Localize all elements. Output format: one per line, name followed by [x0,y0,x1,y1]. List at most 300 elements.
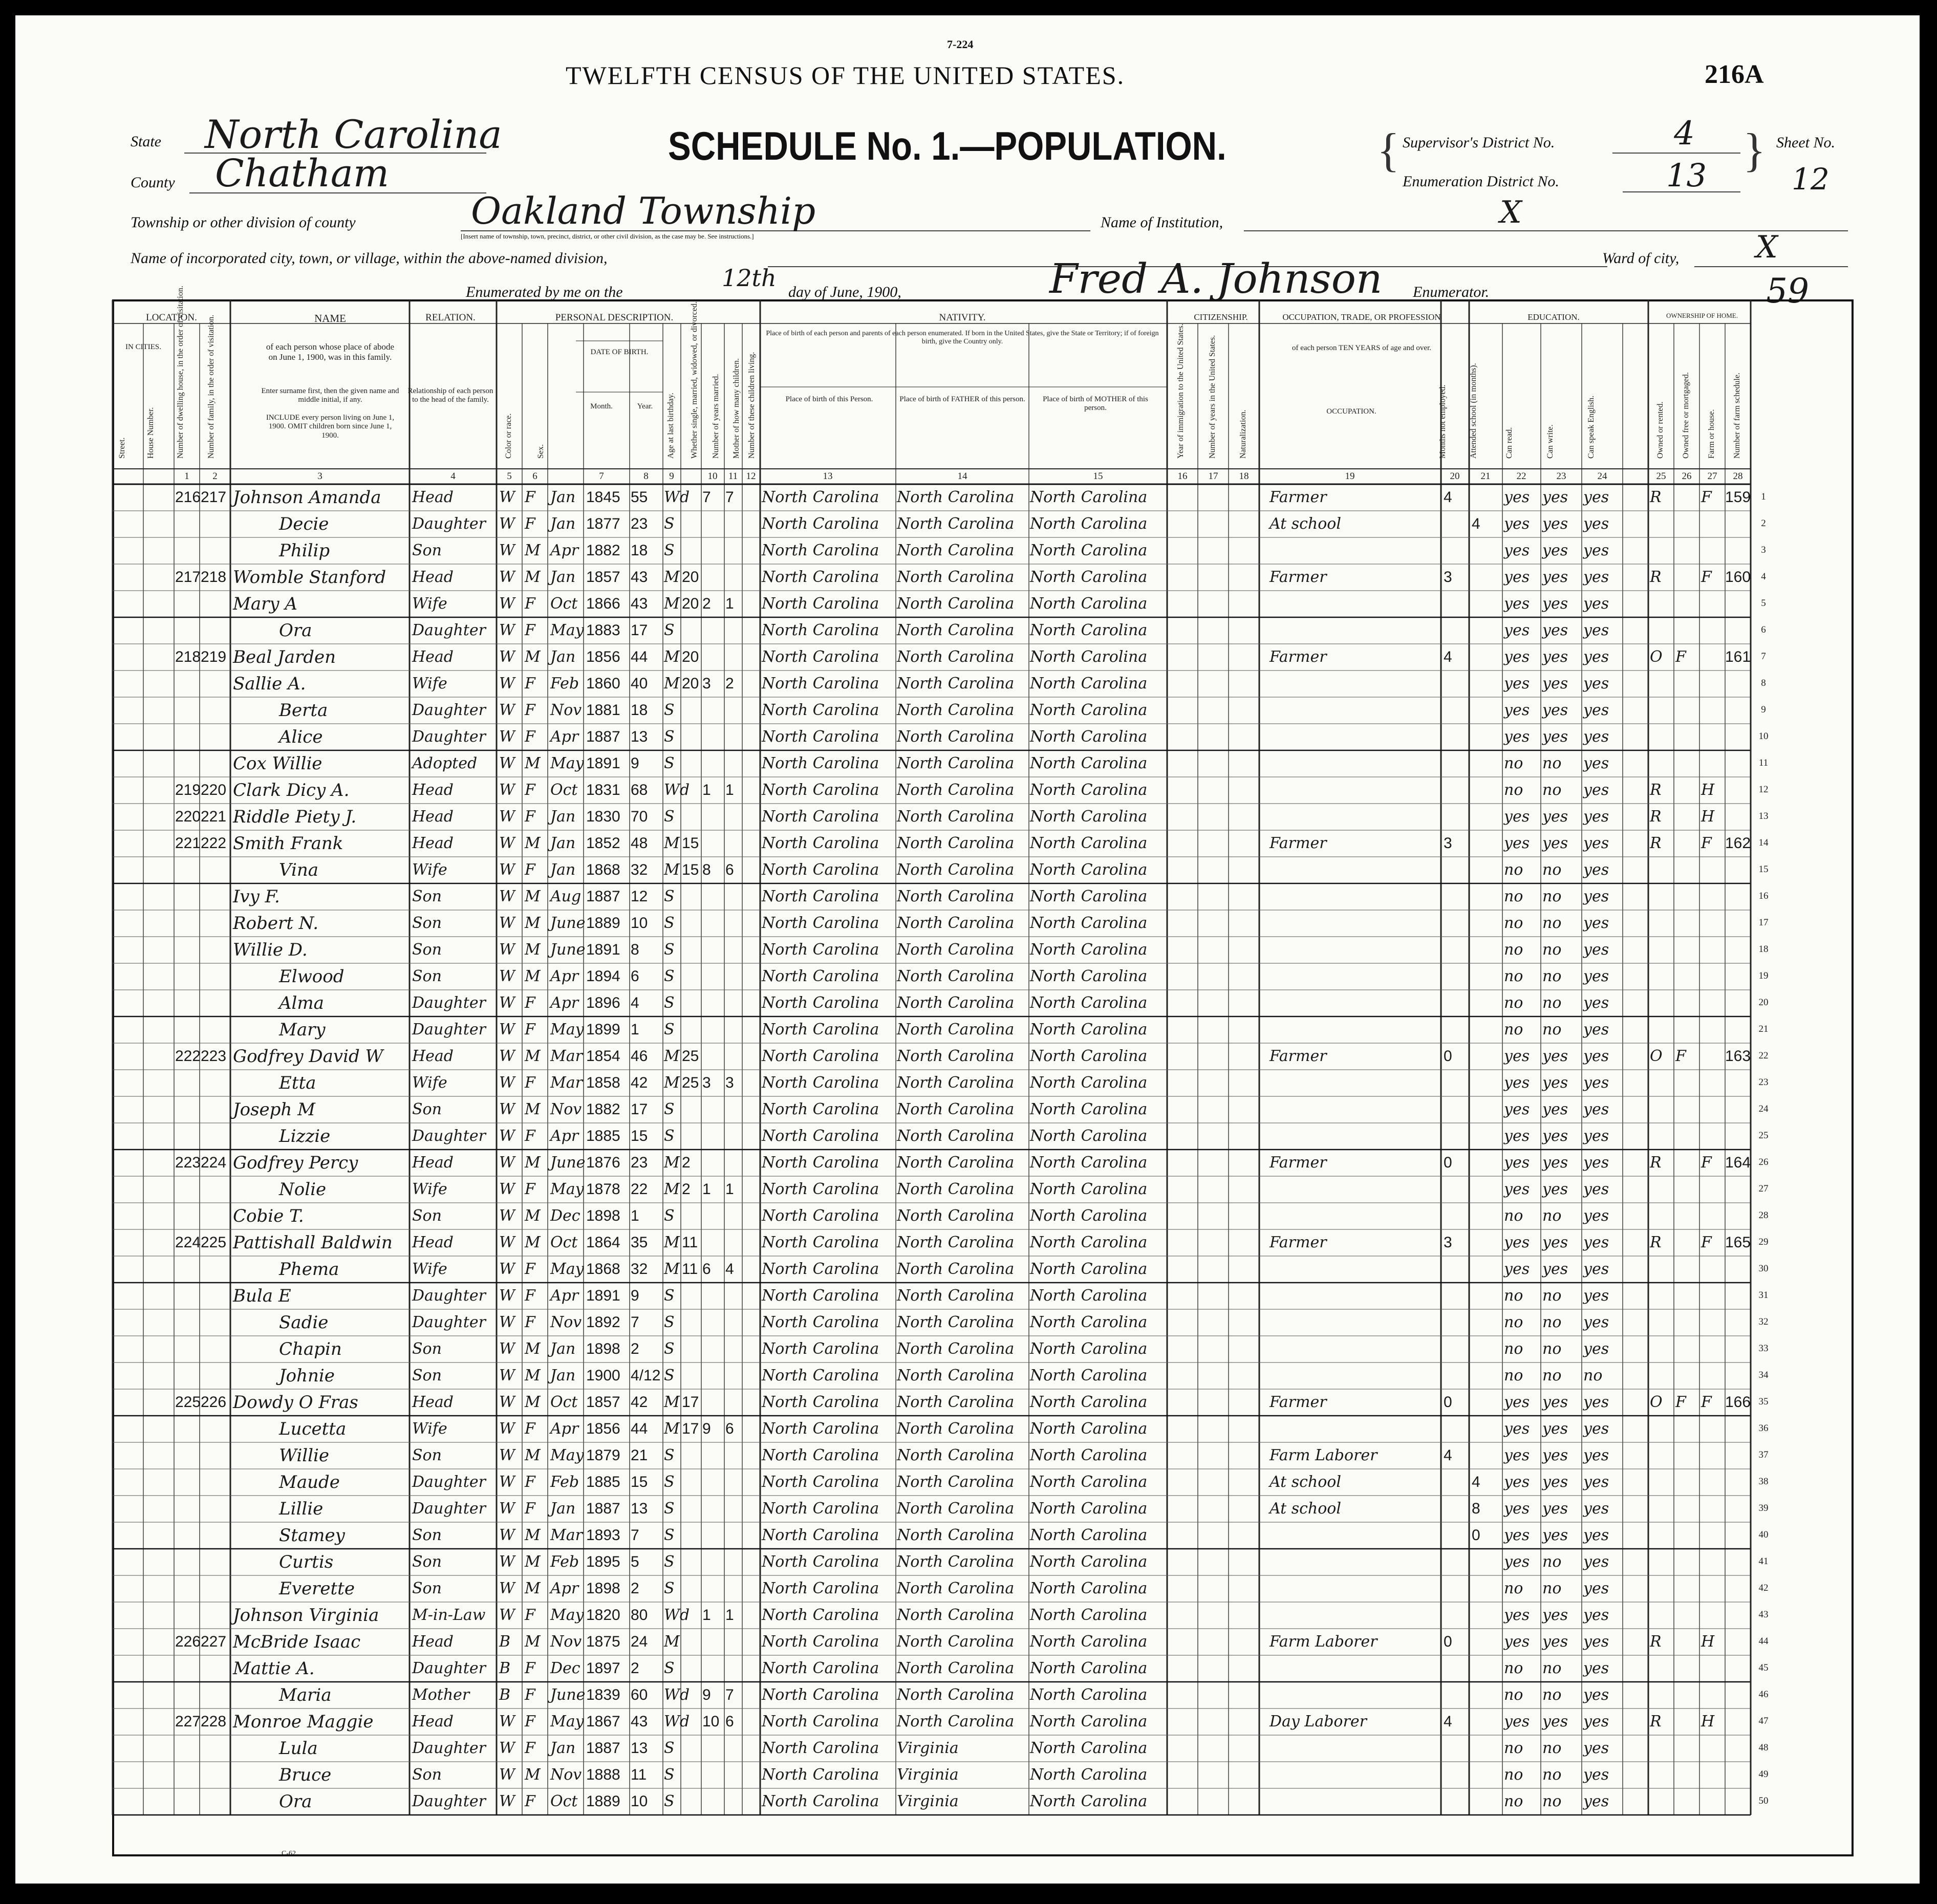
birth-year: 1889 [586,915,620,932]
can-write: yes [1542,568,1568,586]
birth-year: 1887 [586,888,620,905]
column-number: 5 [507,471,512,482]
months-unemployed: 4 [1444,648,1452,665]
age: 35 [631,1234,648,1251]
birth-year: 1856 [586,648,620,665]
birthplace-person: North Carolina [762,1792,879,1810]
can-speak-english: yes [1583,1473,1609,1491]
birthplace-father: North Carolina [897,1234,1015,1251]
marital-heading: Whether single, married, widowed, or divorced. [690,301,699,459]
farm-house: F [1701,834,1712,852]
can-read: yes [1504,1713,1530,1730]
can-write: no [1542,994,1562,1012]
state-label: State [131,133,161,150]
immigration-heading: Year of immigration to the United States. [1176,323,1185,459]
relation: Daughter [412,1127,486,1145]
birthplace-father: Virginia [897,1739,959,1757]
age: 2 [631,1580,639,1597]
attended-school-heading: Attended school (in months). [1469,363,1478,459]
sex: F [525,1713,535,1730]
birthplace-mother: North Carolina [1030,648,1148,666]
can-write: no [1542,1367,1562,1384]
birth-month: Jan [550,861,576,879]
birth-month: May [550,1713,584,1730]
birthplace-mother: North Carolina [1030,675,1148,693]
birthplace-mother: North Carolina [1030,914,1148,932]
can-speak-english: yes [1583,1287,1609,1305]
relation: Mother [412,1686,470,1704]
marital-status: Wd [664,781,690,799]
sex: M [525,1367,541,1384]
birth-month: Jan [550,515,576,533]
birthplace-father: North Carolina [897,1713,1015,1730]
row-number: 15 [1758,864,1769,875]
birthplace-father: North Carolina [897,1420,1015,1438]
can-read: no [1504,754,1523,772]
person-name: Berta [279,700,328,721]
relation: Son [412,1553,442,1571]
marital-status: S [664,1287,675,1305]
can-speak-english: yes [1583,648,1609,666]
person-name: Mary [279,1020,326,1040]
can-write: no [1542,1739,1562,1757]
farm-house: H [1701,1713,1715,1730]
column-number: 12 [746,471,756,482]
row-number: 8 [1761,678,1766,688]
birth-month: Apr [550,542,579,559]
sex: F [525,1606,535,1624]
can-read: yes [1504,1234,1530,1251]
relation: Wife [412,1074,447,1092]
relation: Head [412,1047,454,1065]
birthplace-father: North Carolina [897,808,1015,826]
age: 44 [631,1420,648,1437]
birthplace-mother: North Carolina [1030,754,1148,772]
farm-schedule: 161 [1725,648,1751,665]
color: W [499,941,515,959]
column-number: 8 [643,471,649,482]
column-number: 6 [532,471,537,482]
birth-year: 1864 [586,1234,620,1251]
row-number: 11 [1758,758,1769,768]
person-name: Ora [279,620,312,641]
relation: Daughter [412,1021,486,1038]
birth-year: 1857 [586,569,620,586]
birthplace-father: North Carolina [897,1393,1015,1411]
can-read: yes [1504,728,1530,746]
sex: F [525,701,535,719]
can-speak-english: yes [1583,1739,1609,1757]
birth-month: Mar [550,1074,583,1092]
mother-of-heading: Mother of how many children. [732,358,741,459]
column-number: 4 [450,471,456,482]
birthplace-mother: North Carolina [1030,941,1148,959]
birth-month: Oct [550,1792,578,1810]
color: W [499,728,515,746]
birthplace-person: North Carolina [762,1473,879,1491]
person-name: Elwood [279,966,345,987]
school-months: 0 [1472,1527,1480,1544]
can-read: yes [1504,595,1530,613]
age-heading: Age at last birthday. [666,393,675,459]
age: 4/12 [631,1367,661,1384]
dwelling-number: 219 [175,782,201,798]
family-number: 228 [201,1713,227,1730]
birth-year: 1867 [586,1713,620,1730]
can-speak-english: yes [1583,1686,1609,1704]
birthplace-mother: North Carolina [1030,515,1148,533]
children-living: 1 [725,1607,734,1624]
can-read: yes [1504,542,1530,559]
age: 2 [631,1340,639,1357]
county-value: Chatham [215,152,390,196]
birth-year: 1894 [586,968,620,985]
birthplace-person: North Carolina [762,781,879,799]
marital-status: S [664,728,675,746]
sex: F [525,675,535,693]
color: W [499,781,515,799]
birthplace-mother: North Carolina [1030,1287,1148,1305]
birthplace-father: North Carolina [897,701,1015,719]
mother-of: 2 [702,595,711,612]
birthplace-mother: North Carolina [1030,1260,1148,1278]
birthplace-person: North Carolina [762,967,879,985]
birth-year: 1858 [586,1074,620,1091]
birth-year: 1879 [586,1447,620,1464]
birthplace-father: North Carolina [897,728,1015,746]
birthplace-mother: North Carolina [1030,834,1148,852]
dwelling-number: 218 [175,648,201,665]
birthplace-person: North Carolina [762,1606,879,1624]
birthplace-person: North Carolina [762,1420,879,1438]
relation: Head [412,1393,454,1411]
row-number: 33 [1758,1343,1769,1354]
years-married: 25 [682,1074,699,1091]
column-number: 25 [1656,471,1666,482]
color: W [499,1047,515,1065]
can-speak-english: yes [1583,1713,1609,1730]
census-page: 7-224 TWELFTH CENSUS OF THE UNITED STATES. 216A SCHEDULE No. 1.—POPULATION. State North Carolina County Chatham { Supervisor's District No. 4 Enumeration District No. 13 } Sheet No. 12 Township or other division of county Oakland Township [Insert name of township, town, precinct, district, or other civil division, as the case may be. See instructions.] Name of Institution, X Name of incorporated city, town, or village, within the above-named division, Ward of city, X Enumerated by me on the 12th day of June, 1900, Fred A. Johnson Enumerator. 59 LOCATION. IN CITIES. NAME of each person whose place of abode on June 1, 1900, was in this family. Enter surname first, then the given name and middle initial, if any. INCLUDE every person living on June 1, 1900. OMIT children born since June 1, 1900. RELATION. Relationship of each person to the head of the family. PERSONAL DESCRIPTION. DATE OF BIRTH. Month. Year. NATIVITY. Place of birth of each person and parents of each person enumerated. If born in the United States, give the State or Territory; if of foreign birth, give the Country only. Place of birth of this Person. Place of birth of FATHER of this person. Place of birth of MOTHER of this person. CITIZENSHIP. OCCUPATION, TRADE, OR PROFESSION of each person TEN YEARS of age and over. OCCUPATION. EDUCATION. OWNERSHIP OF HOME. Street. House Number. Number of dwelling house, in the order of visitation. Number of family, in the order of visitation. Color or race. Sex. Age at last birthday. Whether single, married, widowed, or divorced. Number of years married. Mother of how many children. Number of these children living. Year of immigration to the United States. Number of years in the United States. Naturalization. Months not employed. Attended school (in months). Can read. Can write. Can speak English. Owned or rented. Owned free or mortgaged. Farm or house. Number of farm schedule. 1 2 3 4 5 6 7 8 9 10 11 12 13 14 15 16 17 18 19 20 21 22 23 24 25 26 27 28 1 216 217 Johnson Amanda Head W F Jan 1845 55 Wd 7 7 North Carolina North Carolina North Carolina Farmer 4 yes yes yes R F 159 2 Decie Daughter W F Jan 1877 23 S North Carolina North Carolina North Carolina At school 4 yes yes yes 3 Philip Son W M Apr 1882 18 S North Carolina North Carolina North Carolina yes yes yes 4 217 218 Womble Stanford Head W M Jan 1857 43 M 20 North Carolina North Carolina North Carolina Farmer 3 yes yes yes R F 160 5 Mary A Wife W F Oct 1866 43 M 20 2 1 North Carolina North Carolina North Carolina yes yes yes 6 Ora Daughter W F May 1883 17 S North Carolina North Carolina North Carolina yes yes yes 7 218 219 Beal Jarden Head W M Jan 1856 44 M 20 North Carolina North Carolina North Carolina Farmer 4 yes yes yes O F 161 8 Sallie A. Wife W F Feb 1860 40 M 20 3 2 North Carolina North Carolina North Carolina yes yes yes 9 Berta Daughter W F Nov 1881 18 S North Carolina North Carolina North Carolina yes yes yes 10 Alice Daughter W F Apr 1887 13 S North Carolina North Carolina North Carolina yes yes yes 11 Cox Willie Adopted W M May 1891 9 S North Carolina North Carolina North Carolina no no yes 12 219 220 Clark Dicy A. Head W F Oct 1831 68 Wd 1 1 North Carolina North Carolina North Carolina no no yes R H 13 220 221 Riddle Piety J. Head W F Jan 1830 70 S North Carolina North Carolina North Carolina yes yes yes R H 14 221 222 Smith Frank Head W M Jan 1852 48 M 15 North Carolina North Carolina North Carolina Farmer 3 yes yes yes R F 162 15 Vina Wife W F Jan 1868 32 M 15 8 6 North Carolina North Carolina North Carolina no no yes 16 Ivy F. Son W M Aug 1887 12 S North Carolina North Carolina North Carolina no no yes 17 Robert N. Son W M June 1889 10 S North Carolina North Carolina North Carolina no no yes 18 Willie D. Son W M June 1891 8 S North Carolina North Carolina North Carolina no no yes 19 Elwood Son W M Apr 1894 6 S North Carolina North Carolina North Carolina no no yes 20 Alma Daughter W F Apr 1896 4 S North Carolina North Carolina North Carolina no no yes 21 Mary Daughter W F May 1899 1 S North Carolina North Carolina North Carolina no no yes 22 222 223 Godfrey David W Head W M Mar 1854 46 M 25 North Carolina North Carolina North Carolina Farmer 0 yes yes yes O F 163 23 Etta Wife W F Mar 1858 42 M 25 3 3 North Carolina North Carolina North Carolina yes yes yes 24 Joseph M Son W M Nov 1882 17 S North Carolina North Carolina North Carolina yes yes yes 25 Lizzie Daughter W F Apr 1885 15 S North Carolina North Carolina North Carolina yes yes yes 26 223 224 Godfrey Percy Head W M June 1876 23 M 2 North Carolina North Carolina North Carolina Farmer 0 yes yes yes R F 164 27 Nolie Wife W F May 1878 22 M 2 1 1 North Carolina North Carolina North Carolina yes yes yes 28 Cobie T. Son W M Dec 1898 1 S North Carolina North Carolina North Carolina no no yes 29 224 225 Pattishall Baldwin Head W M Oct 1864 35 M 11 North Carolina North Carolina North Carolina Farmer 3 yes yes yes R F 165 30 Phema Wife W F May 1868 32 M 11 6 4 North Carolina North Carolina North Carolina yes yes yes 31 Bula E Daughter W F Apr 1891 9 S North Carolina North Carolina North Carolina no no yes 32 Sadie Daughter W F Nov 1892 7 S North Carolina North Carolina North Carolina no no yes 33 Chapin Son W M Jan 1898 2 S North Carolina North Carolina North Carolina no no yes 34 Johnie Son W M Jan 1900 4/12 S North Carolina North Carolina North Carolina no no no 35 225 226 Dowdy O Fras Head W M Oct 1857 42 M 17 North Carolina North Carolina North Carolina Farmer 0 yes yes yes O F F 166 36 Lucetta Wife W F Apr 1856 44 M 17 9 6 North Carolina North Carolina North Carolina yes yes yes 37 Willie Son W M May 1879 21 S North Carolina North Carolina North Carolina Farm Laborer 4 yes yes yes 38 Maude Daughter W F Feb 1885 15 S North Carolina North Carolina North Carolina At school 4 yes yes yes 39 Lillie Daughter W F Jan 1887 13 S North Carolina North Carolina North Carolina At school 8 yes yes yes 40 Stamey Son W M Mar 1893 7 S North Carolina North Carolina North Carolina 0 yes yes yes 41 Curtis Son W M Feb 1895 5 S North Carolina North Carolina North Carolina yes no yes 42 Everette Son W M Apr 1898 2 S North Carolina North Carolina North Carolina no no yes 43 Johnson Virginia M-in-Law W F May 1820 80 Wd 1 1 North Carolina North Carolina North Carolina yes yes yes 44 226 227 McBride Isaac Head B M Nov 1875 24 M North Carolina North Carolina North Carolina Farm Laborer 0 yes yes yes R H 45 Mattie A. Daughter B F Dec 1897 2 S North Carolina North Carolina North Carolina no no yes 46 Maria Mother B F June 1839 60 Wd 9 7 North Carolina North Carolina North Carolina no no yes 47 227 228 Monroe Maggie Head W F May 1867 43 Wd 10 6 North Carolina North Carolina North Carolina Day Laborer 4 yes yes yes R H 48 Lula Daughter W F Jan 1887 13 S North Carolina Virginia North Carolina no no yes 49 Bruce Son W M Nov 1888 11 S North Carolina Virginia North Carolina no no yes 50 Ora Daughter W F Oct 1889 10 S North Carolina Virginia North Carolina no no yes C-62 [15,15,1920,1884]
birthplace-person: North Carolina [762,754,879,772]
can-read: yes [1504,1526,1530,1544]
color: W [499,1446,515,1464]
occupation: At school [1269,515,1341,533]
person-name: Johnson Amanda [233,487,381,508]
sex: M [525,648,541,666]
owned-rented: R [1650,488,1662,506]
can-speak-english-heading: Can speak English. [1587,395,1596,459]
dwelling-number: 224 [175,1234,201,1251]
birth-year: 1852 [586,835,620,852]
marital-status: M [664,834,680,852]
can-speak-english: yes [1583,1154,1609,1172]
person-name: Willie D. [233,940,308,960]
color: W [499,1260,515,1278]
row-number: 41 [1758,1556,1769,1567]
column-number: 18 [1239,471,1249,482]
occupation: Farm Laborer [1269,1446,1378,1464]
birth-month: Mar [550,1526,583,1544]
supervisor-label: Supervisor's District No. [1403,134,1555,151]
birth-year: 1891 [586,1287,620,1304]
birthplace-father: North Carolina [897,967,1015,985]
can-speak-english: yes [1583,888,1609,905]
farm-house: F [1701,1154,1712,1172]
dwelling-number: 225 [175,1394,201,1411]
owned-rented: R [1650,1154,1662,1172]
row-number: 48 [1758,1742,1769,1753]
birthplace-person: North Carolina [762,1766,879,1784]
birthplace-father: North Carolina [897,1500,1015,1518]
birth-year: 1881 [586,702,620,719]
sex: F [525,861,535,879]
sex: M [525,1154,541,1172]
birthplace-mother: North Carolina [1030,1792,1148,1810]
farm-schedule: 165 [1725,1234,1751,1251]
can-speak-english: yes [1583,621,1609,639]
color: W [499,1713,515,1730]
sex: F [525,1313,535,1331]
marital-status: M [664,861,680,879]
can-speak-english: yes [1583,1313,1609,1331]
age: 7 [631,1527,639,1544]
can-read: no [1504,1766,1523,1784]
can-speak-english: yes [1583,728,1609,746]
birthplace-father: North Carolina [897,781,1015,799]
birth-year: 1830 [586,808,620,825]
can-read: yes [1504,1553,1530,1571]
person-name: Godfrey David W [233,1046,383,1067]
birthplace-person: North Carolina [762,701,879,719]
birth-year: 1900 [586,1367,620,1384]
person-name: Riddle Piety J. [233,807,357,827]
can-speak-english: yes [1583,967,1609,985]
dwelling-number: 227 [175,1713,201,1730]
children-living: 7 [725,1686,734,1703]
birth-month: June [550,1686,586,1704]
row-number: 32 [1758,1316,1769,1327]
column-number: 11 [728,471,738,482]
marital-status: M [664,1393,680,1411]
mother-of: 1 [702,782,711,798]
color: W [499,1367,515,1384]
birth-month: Oct [550,595,578,613]
birthplace-person: North Carolina [762,861,879,879]
age: 40 [631,675,648,692]
color: W [499,542,515,559]
can-write: yes [1542,1100,1568,1118]
color: W [499,1553,515,1571]
personal-heading: PERSONAL DESCRIPTION. [555,312,674,323]
birth-month: Jan [550,1739,576,1757]
birthplace-father: North Carolina [897,1580,1015,1597]
birthplace-person: North Carolina [762,1526,879,1544]
row-number: 6 [1761,624,1766,635]
color: W [499,834,515,852]
can-read: yes [1504,488,1530,506]
can-read-heading: Can read. [1505,427,1514,459]
birthplace-father: North Carolina [897,941,1015,959]
sex: M [525,967,541,985]
person-name: Lucetta [279,1419,347,1439]
owned-rented-heading: Owned or rented. [1656,401,1665,459]
person-name: Bruce [279,1765,332,1785]
color: W [499,488,515,506]
birth-year: 1831 [586,782,620,798]
can-speak-english: yes [1583,914,1609,932]
age: 48 [631,835,648,852]
place-label: Name of incorporated city, town, or village, within the above-named division, [131,250,608,267]
occupation: Farmer [1269,1154,1327,1172]
sex: M [525,1047,541,1065]
marital-status: S [664,967,675,985]
color: W [499,914,515,932]
sex: F [525,515,535,533]
person-name: Maude [279,1472,340,1492]
children-living: 1 [725,782,734,798]
farm-schedule: 159 [1725,489,1751,506]
relation: Son [412,1580,442,1597]
can-write: no [1542,1766,1562,1784]
age: 5 [631,1553,639,1570]
birthplace-mother: North Carolina [1030,728,1148,746]
owned-rented: R [1650,781,1662,799]
owned-free: F [1675,1047,1686,1065]
person-name: Joseph M [233,1099,315,1120]
age: 10 [631,915,648,932]
name-heading: NAME [314,312,346,324]
column-number: 7 [599,471,604,482]
row-number: 13 [1758,811,1769,821]
birth-month: May [550,754,584,772]
relation: Adopted [412,754,478,772]
can-write: yes [1542,1154,1568,1172]
birthplace-person: North Carolina [762,1340,879,1358]
can-read: yes [1504,1047,1530,1065]
birth-year: 1885 [586,1474,620,1490]
relation: Daughter [412,1659,486,1677]
relation: Head [412,808,454,826]
birthplace-father: North Carolina [897,1686,1015,1704]
birthplace-person: North Carolina [762,1393,879,1411]
birthplace-mother: North Carolina [1030,1420,1148,1438]
sex: M [525,1393,541,1411]
can-write: no [1542,1340,1562,1358]
birthplace-mother: North Carolina [1030,967,1148,985]
color: W [499,1340,515,1358]
children-living: 7 [725,489,734,506]
birth-year: 1898 [586,1340,620,1357]
relation: Daughter [412,1500,486,1518]
color: W [499,648,515,666]
can-speak-english: no [1583,1367,1603,1384]
nativity-description: Place of birth of each person and parents of each person enumerated. If born in the United States, give the State or Territory; if of foreign birth, give the Country only. [766,330,1159,346]
person-name: Everette [279,1578,355,1599]
can-speak-english: yes [1583,1393,1609,1411]
birthplace-father: North Carolina [897,568,1015,586]
birthplace-person: North Carolina [762,1686,879,1704]
person-name: Vina [279,860,318,880]
can-speak-english: yes [1583,1180,1609,1198]
can-speak-english: yes [1583,1074,1609,1092]
birth-month: Mar [550,1047,583,1065]
age: 80 [631,1607,648,1624]
row-number: 12 [1758,784,1769,795]
can-speak-english: yes [1583,542,1609,559]
marital-status: S [664,1313,675,1331]
dwelling-number: 220 [175,808,201,825]
person-name: Willie [279,1445,329,1466]
birth-year: 1891 [586,941,620,958]
column-number: 9 [669,471,674,482]
can-read: yes [1504,1127,1530,1145]
can-speak-english: yes [1583,1659,1609,1677]
mother-of: 9 [702,1420,711,1437]
color: W [499,1526,515,1544]
relation: Wife [412,1260,447,1278]
age: 1 [631,1207,639,1224]
birthplace-father: North Carolina [897,1313,1015,1331]
ward-label: Ward of city, [1602,250,1680,267]
township-note: [Insert name of township, town, precinct, district, or other civil division, as the case may be. See instructions.] [461,232,754,240]
relation: Head [412,648,454,666]
birth-year: 1860 [586,675,620,692]
birth-month: June [550,941,586,959]
mother-of: 9 [702,1686,711,1703]
birthplace-father: North Carolina [897,888,1015,905]
birthplace-father: North Carolina [897,861,1015,879]
color-heading: Color or race. [504,413,513,459]
years-married: 20 [682,569,699,586]
age: 17 [631,1101,648,1118]
row-number: 5 [1761,598,1766,609]
years-married: 11 [682,1261,698,1278]
birthplace-father: North Carolina [897,1633,1015,1651]
can-write: no [1542,781,1562,799]
birthplace-mother: North Carolina [1030,1180,1148,1198]
owned-rented: O [1650,1393,1663,1411]
can-speak-english: yes [1583,941,1609,959]
age: 11 [631,1766,647,1783]
sex: M [525,941,541,959]
column-number: 24 [1597,471,1607,482]
can-speak-english: yes [1583,1340,1609,1358]
person-name: Monroe Maggie [233,1712,374,1732]
sex: F [525,1659,535,1677]
can-speak-english: yes [1583,1792,1609,1810]
relation: Daughter [412,701,486,719]
birthplace-father: North Carolina [897,1047,1015,1065]
age: 43 [631,569,648,586]
relation: Daughter [412,1313,486,1331]
age: 13 [631,728,648,745]
can-write: yes [1542,542,1568,559]
row-number: 47 [1758,1716,1769,1726]
sex: F [525,1074,535,1092]
birth-year: 1887 [586,1500,620,1517]
can-write: yes [1542,595,1568,613]
birth-month: May [550,1446,584,1464]
person-name: Chapin [279,1339,342,1359]
can-write: no [1542,914,1562,932]
column-number: 1 [184,471,189,482]
row-number: 43 [1758,1609,1769,1620]
birthplace-father: North Carolina [897,754,1015,772]
marital-status: S [664,1127,675,1145]
color: W [499,1234,515,1251]
can-read: no [1504,941,1523,959]
can-write: yes [1542,701,1568,719]
